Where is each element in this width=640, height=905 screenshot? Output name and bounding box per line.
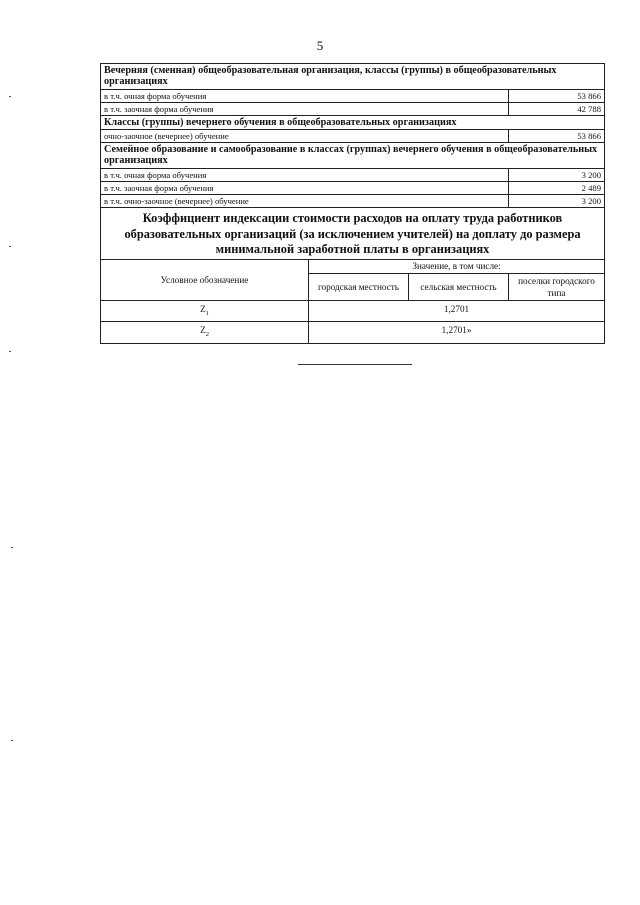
coefficient-value: 1,2701 [309, 300, 605, 322]
scan-speck [9, 246, 11, 247]
symbol-letter: Z [200, 325, 206, 336]
section-heading: Семейное образование и самообразование в классах (группах) вечернего обучения в общеобразовательных организациях [101, 143, 605, 169]
row-label: в т.ч. заочная форма обучения [101, 103, 509, 116]
row-value: 42 788 [509, 103, 605, 116]
scan-speck [11, 740, 13, 741]
row-value: 53 866 [509, 90, 605, 103]
scan-speck [11, 547, 13, 548]
row-value: 3 200 [509, 169, 605, 182]
row-label: в т.ч. очно-заочное (вечернее) обучение [101, 195, 509, 208]
symbol-cell [101, 300, 309, 322]
symbol-subscript: 1 [205, 309, 209, 317]
symbol-subscript: 2 [205, 331, 209, 339]
table-row [101, 182, 605, 195]
table-row [101, 300, 605, 322]
city-column-header: городская местность [309, 273, 409, 300]
section-heading: Вечерняя (сменная) общеобразовательная организация, классы (группы) в общеобразовательных организациях [101, 64, 605, 90]
section-heading-row [101, 116, 605, 130]
section-heading-row [101, 64, 605, 90]
rural-column-header: сельская местность [409, 273, 509, 300]
document-table [100, 63, 605, 344]
values-column-header: Значение, в том числе: [309, 259, 605, 273]
row-value: 3 200 [509, 195, 605, 208]
table-row [101, 103, 605, 116]
section-heading: Классы (группы) вечернего обучения в общеобразовательных организациях [101, 116, 605, 130]
symbol-column-header: Условное обозначение [101, 259, 309, 300]
separator-line [298, 364, 412, 365]
scan-speck [9, 96, 11, 97]
settlement-column-header: поселки городского типа [509, 273, 605, 300]
table-row [101, 130, 605, 143]
scan-speck [9, 351, 11, 352]
row-label: в т.ч. очная форма обучения [101, 169, 509, 182]
section-heading-row [101, 143, 605, 169]
row-value: 2 489 [509, 182, 605, 195]
coefficient-heading-row [101, 208, 605, 260]
coefficient-heading: Коэффициент индексации стоимости расходов на оплату труда работников образовательных организаций (за исключением учителей) на доплату до размера минимальной заработной платы в организациях [101, 208, 605, 260]
header-row [101, 259, 605, 273]
page-number: 5 [316, 38, 324, 53]
row-label: в т.ч. очная форма обучения [101, 90, 509, 103]
table-row [101, 322, 605, 344]
table-row [101, 169, 605, 182]
coefficient-value: 1,2701» [309, 322, 605, 344]
table-row [101, 90, 605, 103]
row-label: в т.ч. заочная форма обучения [101, 182, 509, 195]
symbol-cell [101, 322, 309, 344]
row-label: очно-заочное (вечернее) обучение [101, 130, 509, 143]
table-row [101, 195, 605, 208]
row-value: 53 866 [509, 130, 605, 143]
symbol-letter: Z [200, 303, 206, 314]
